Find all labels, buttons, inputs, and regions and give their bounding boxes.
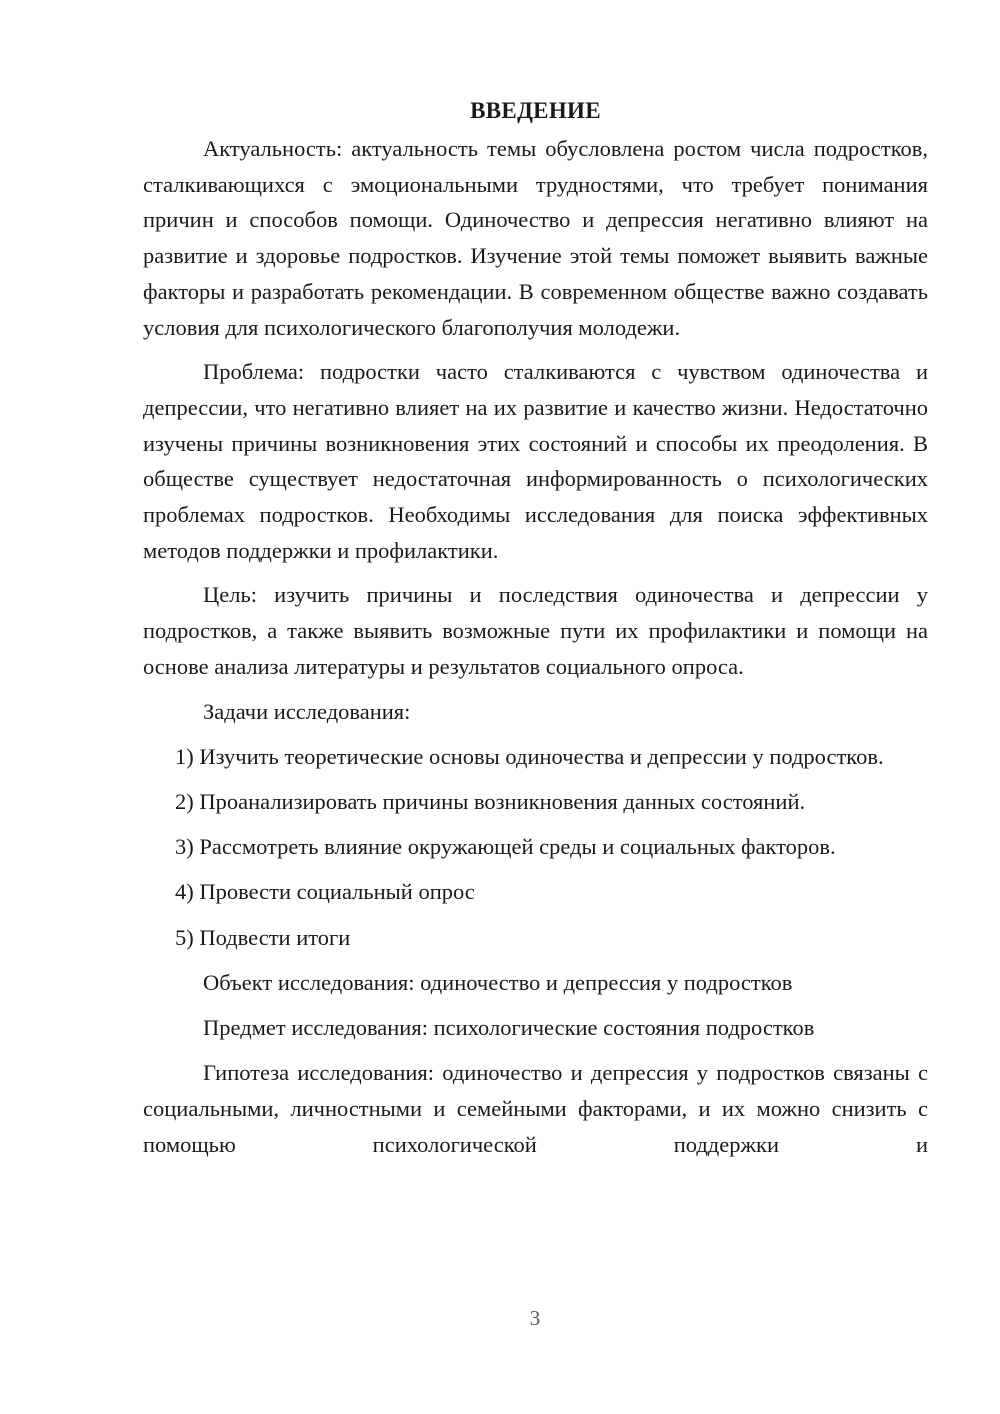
task-item-5: 5) Подвести итоги bbox=[175, 924, 351, 950]
problem-paragraph: Проблема: подростки часто сталкиваются с чувством одиночества и депрессии, что негативно влияет на их развитие и качество жизни. Недостаточно изучены причины возникновения этих состояний и способы их преодоления. В обществе существует недостаточная информированность о психологических проблемах подростков. Необходимы исследования для поиска эффективных методов поддержки и профилактики. bbox=[143, 359, 928, 563]
document-page bbox=[143, 95, 928, 1171]
goal-paragraph: Цель: изучить причины и последствия одиночества и депрессии у подростков, а также выявить возможные пути их профилактики и помощи на основе анализа литературы и результатов социального опроса. bbox=[143, 582, 928, 679]
relevance-paragraph: Актуальность: актуальность темы обусловлена ростом числа подростков, сталкивающихся с эмоциональными трудностями, что требует понимания причин и способов помощи. Одиночество и депрессия негативно влияют на развитие и здоровье подростков. Изучение этой темы поможет выявить важные факторы и разработать рекомендации. В современном обществе важно создавать условия для психологического благополучия молодежи. bbox=[143, 136, 928, 340]
task-item-2: 2) Проанализировать причины возникновения данных состояний. bbox=[175, 788, 806, 814]
task-item-3: 3) Рассмотреть влияние окружающей среды и социальных факторов. bbox=[175, 834, 836, 860]
research-object: Объект исследования: одиночество и депрессия у подростков bbox=[203, 969, 793, 995]
page-title: ВВЕДЕНИЕ bbox=[470, 98, 601, 123]
page-number: 3 bbox=[529, 1306, 541, 1330]
tasks-title: Задачи исследования: bbox=[203, 698, 411, 724]
task-item-1: 1) Изучить теоретические основы одиночества и депрессии у подростков. bbox=[175, 743, 884, 769]
research-subject: Предмет исследования: психологические состояния подростков bbox=[203, 1014, 815, 1040]
task-item-4: 4) Провести социальный опрос bbox=[175, 879, 475, 905]
hypothesis-paragraph: Гипотеза исследования: одиночество и депрессия у подростков связаны с социальными, личностными и семейными факторами, и их можно снизить с помощью психологической поддержки и bbox=[143, 1060, 928, 1157]
